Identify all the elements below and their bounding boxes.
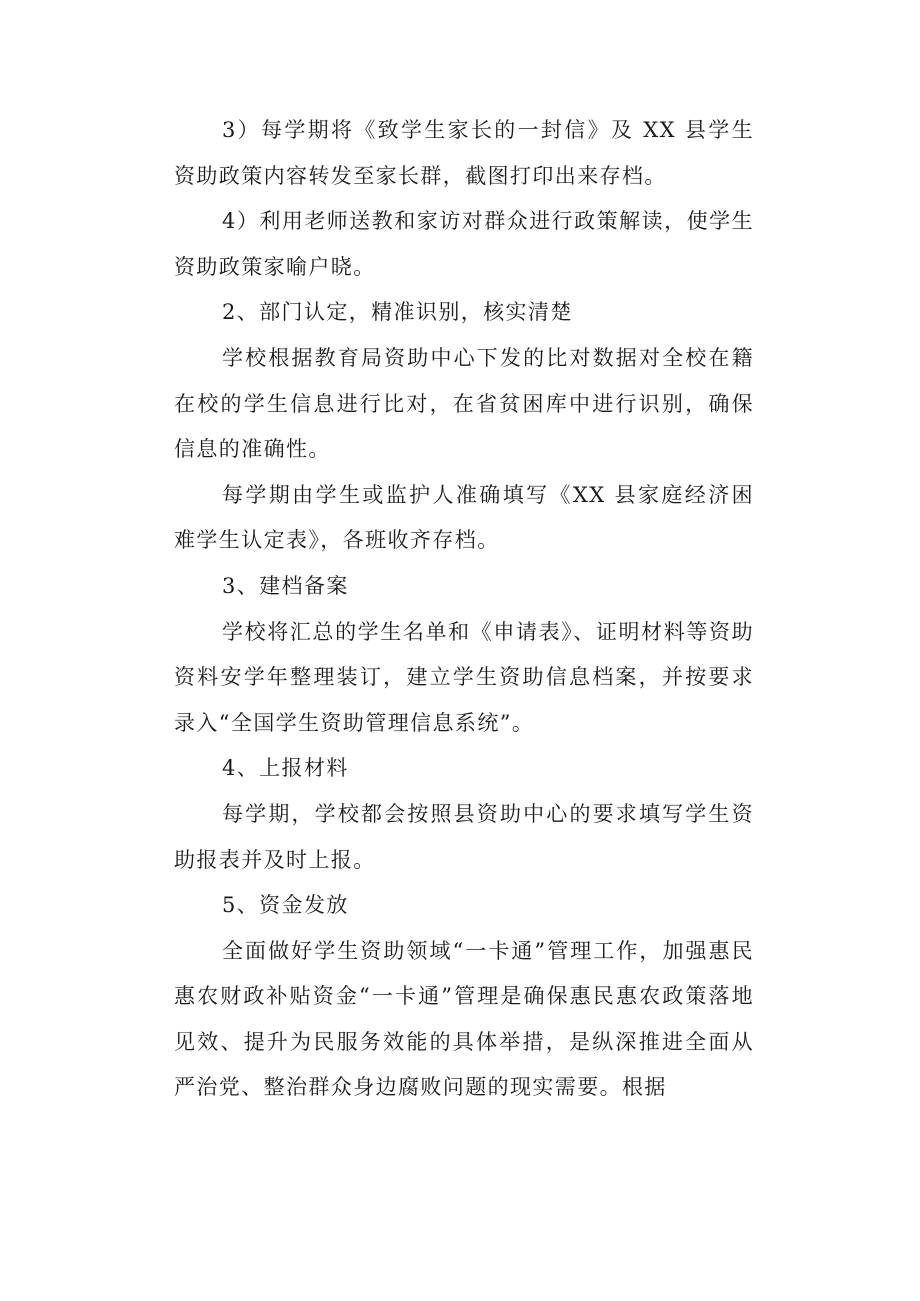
paragraph-identification-form: 每学期由学生或监护人准确填写《XX 县家庭经济困难学生认定表》，各班收齐存档。 (174, 482, 754, 553)
paragraph-data-comparison: 学校根据教育局资助中心下发的比对数据对全校在籍在校的学生信息进行比对，在省贫困库中进行识别，确保信息的准确性。 (174, 345, 754, 462)
paragraph-archive-materials: 学校将汇总的学生名单和《申请表》、证明材料等资助资料安学年整理装订，建立学生资助信息档案，并按要求录入“全国学生资助管理信息系统”。 (174, 619, 754, 735)
section-heading-report-materials: 4、上报材料 (222, 756, 349, 781)
section-heading-filing-records: 3、建档备案 (222, 573, 349, 598)
document-body (174, 108, 754, 1111)
paragraph-step-3-parent-letter: 3）每学期将《致学生家长的一封信》及 XX 县学生资助政策内容转发至家长群，截图打印出来存档。 (174, 118, 754, 188)
section-heading-fund-distribution: 5、资金发放 (222, 893, 349, 918)
paragraph-one-card-management: 全面做好学生资助领域“一卡通”管理工作，加强惠民惠农财政补贴资金“一卡通”管理是确保惠民惠农政策落地见效、提升为民服务效能的具体举措，是纵深推进全面从严治党、整治群众身边腐败问题的现实需要。根据 (174, 938, 754, 1100)
section-heading-department-identification: 2、部门认定，精准识别，核实清楚 (222, 300, 573, 325)
paragraph-semester-report: 每学期，学校都会按照县资助中心的要求填写学生资助报表并及时上报。 (174, 801, 754, 872)
paragraph-step-4-home-visits: 4）利用老师送教和家访对群众进行政策解读，使学生资助政策家喻户晓。 (174, 209, 754, 279)
